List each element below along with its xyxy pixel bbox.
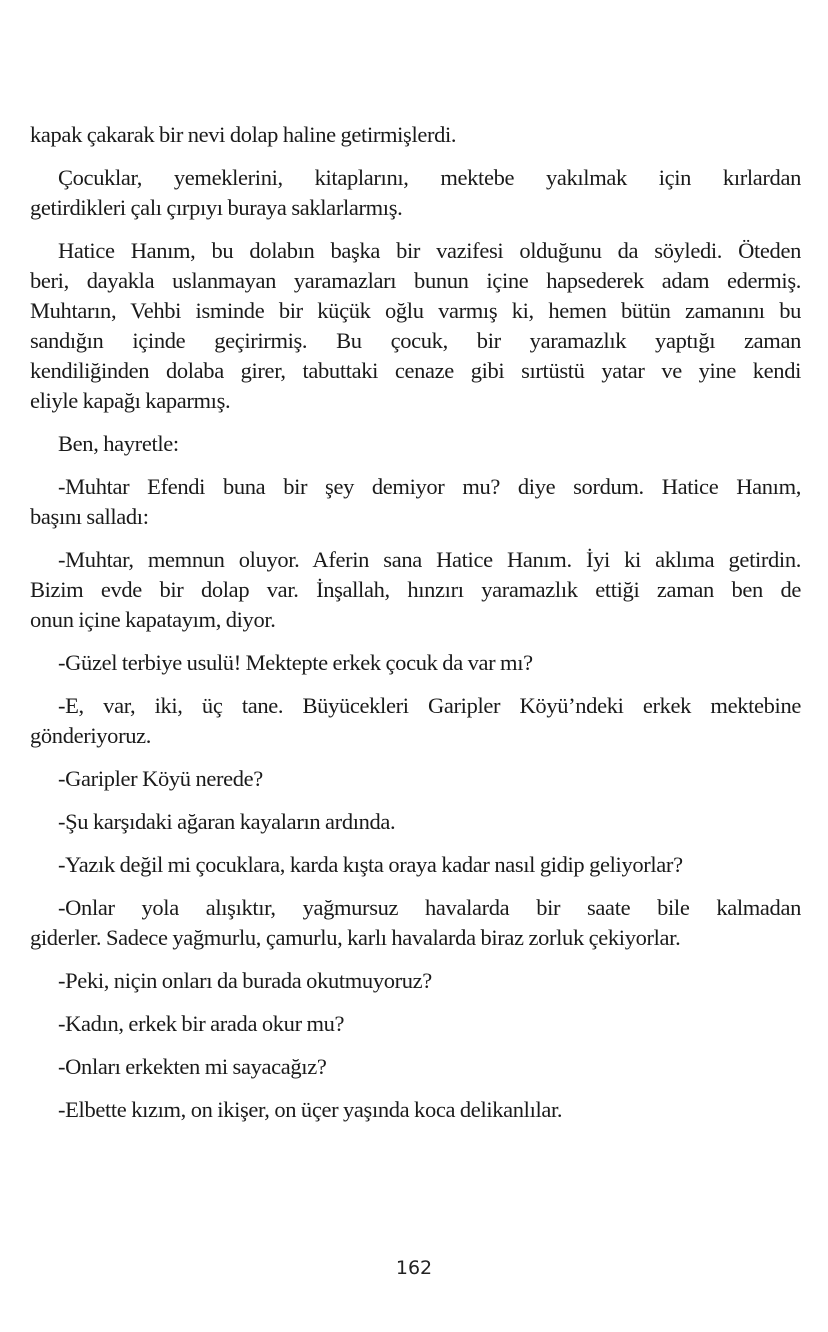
text-line: -Şu karşıdaki ağaran kayaların ardında. [58, 809, 396, 834]
text-line: Muhtarın, Vehbi isminde bir küçük oğlu varmış ki, hemen bütün zamanını bu [30, 298, 801, 323]
paragraph [30, 807, 801, 837]
text-line: -Onlar yola alışıktır, yağmursuz havalarda bir saate bile kalmadan [58, 895, 801, 920]
text-line: -Elbette kızım, on ikişer, on üçer yaşında koca delikanlılar. [58, 1097, 563, 1122]
text-line: kendiliğinden dolaba girer, tabuttaki cenaze gibi sırtüstü yatar ve yine kendi [30, 358, 801, 383]
text-line: -Peki, niçin onları da burada okutmuyoruz? [58, 968, 432, 993]
paragraph [30, 764, 801, 794]
paragraph [30, 893, 801, 953]
text-line: kapak çakarak bir nevi dolap haline getirmişlerdi. [30, 122, 457, 147]
text-line: -Güzel terbiye usulü! Mektepte erkek çocuk da var mı? [58, 650, 533, 675]
text-line: sandığın içinde geçirirmiş. Bu çocuk, bir yaramazlık yaptığı zaman [30, 328, 801, 353]
text-line: beri, dayakla uslanmayan yaramazları bunun içine hapsederek adam edermiş. [30, 268, 801, 293]
paragraph [30, 850, 801, 880]
text-line: başını salladı: [30, 504, 149, 529]
paragraph [30, 163, 801, 223]
text-line: Bizim evde bir dolap var. İnşallah, hınzırı yaramazlık ettiği zaman ben de [30, 577, 801, 602]
text-line: -Garipler Köyü nerede? [58, 766, 263, 791]
text-line: onun içine kapatayım, diyor. [30, 607, 276, 632]
text-line: getirdikleri çalı çırpıyı buraya saklarlarmış. [30, 195, 403, 220]
page-number: 162 [395, 1257, 433, 1279]
paragraph [30, 120, 801, 150]
text-line: Ben, hayretle: [58, 431, 179, 456]
text-line: -Onları erkekten mi sayacağız? [58, 1054, 327, 1079]
text-line: giderler. Sadece yağmurlu, çamurlu, karlı havalarda biraz zorluk çekiyorlar. [30, 925, 681, 950]
paragraph [30, 1095, 801, 1125]
paragraph [30, 236, 801, 416]
paragraph [30, 1009, 801, 1039]
text-line: gönderiyoruz. [30, 723, 152, 748]
paragraph [30, 966, 801, 996]
text-line: Hatice Hanım, bu dolabın başka bir vazifesi olduğunu da söyledi. Öteden [58, 238, 801, 263]
text-line: eliyle kapağı kaparmış. [30, 388, 231, 413]
paragraph [30, 472, 801, 532]
text-line: -Muhtar Efendi buna bir şey demiyor mu? diye sordum. Hatice Hanım, [58, 474, 801, 499]
text-line: -Muhtar, memnun oluyor. Aferin sana Hatice Hanım. İyi ki aklıma getirdin. [58, 547, 801, 572]
paragraph [30, 545, 801, 635]
text-line: -E, var, iki, üç tane. Büyücekleri Garipler Köyü’ndeki erkek mektebine [58, 693, 801, 718]
paragraph [30, 429, 801, 459]
paragraph [30, 1052, 801, 1082]
text-line: Çocuklar, yemeklerini, kitaplarını, mektebe yakılmak için kırlardan [58, 165, 801, 190]
paragraph [30, 691, 801, 751]
text-line: -Yazık değil mi çocuklara, karda kışta oraya kadar nasıl gidip geliyorlar? [58, 852, 683, 877]
text-line: -Kadın, erkek bir arada okur mu? [58, 1011, 345, 1036]
paragraph [30, 648, 801, 678]
page-body [30, 120, 801, 1138]
